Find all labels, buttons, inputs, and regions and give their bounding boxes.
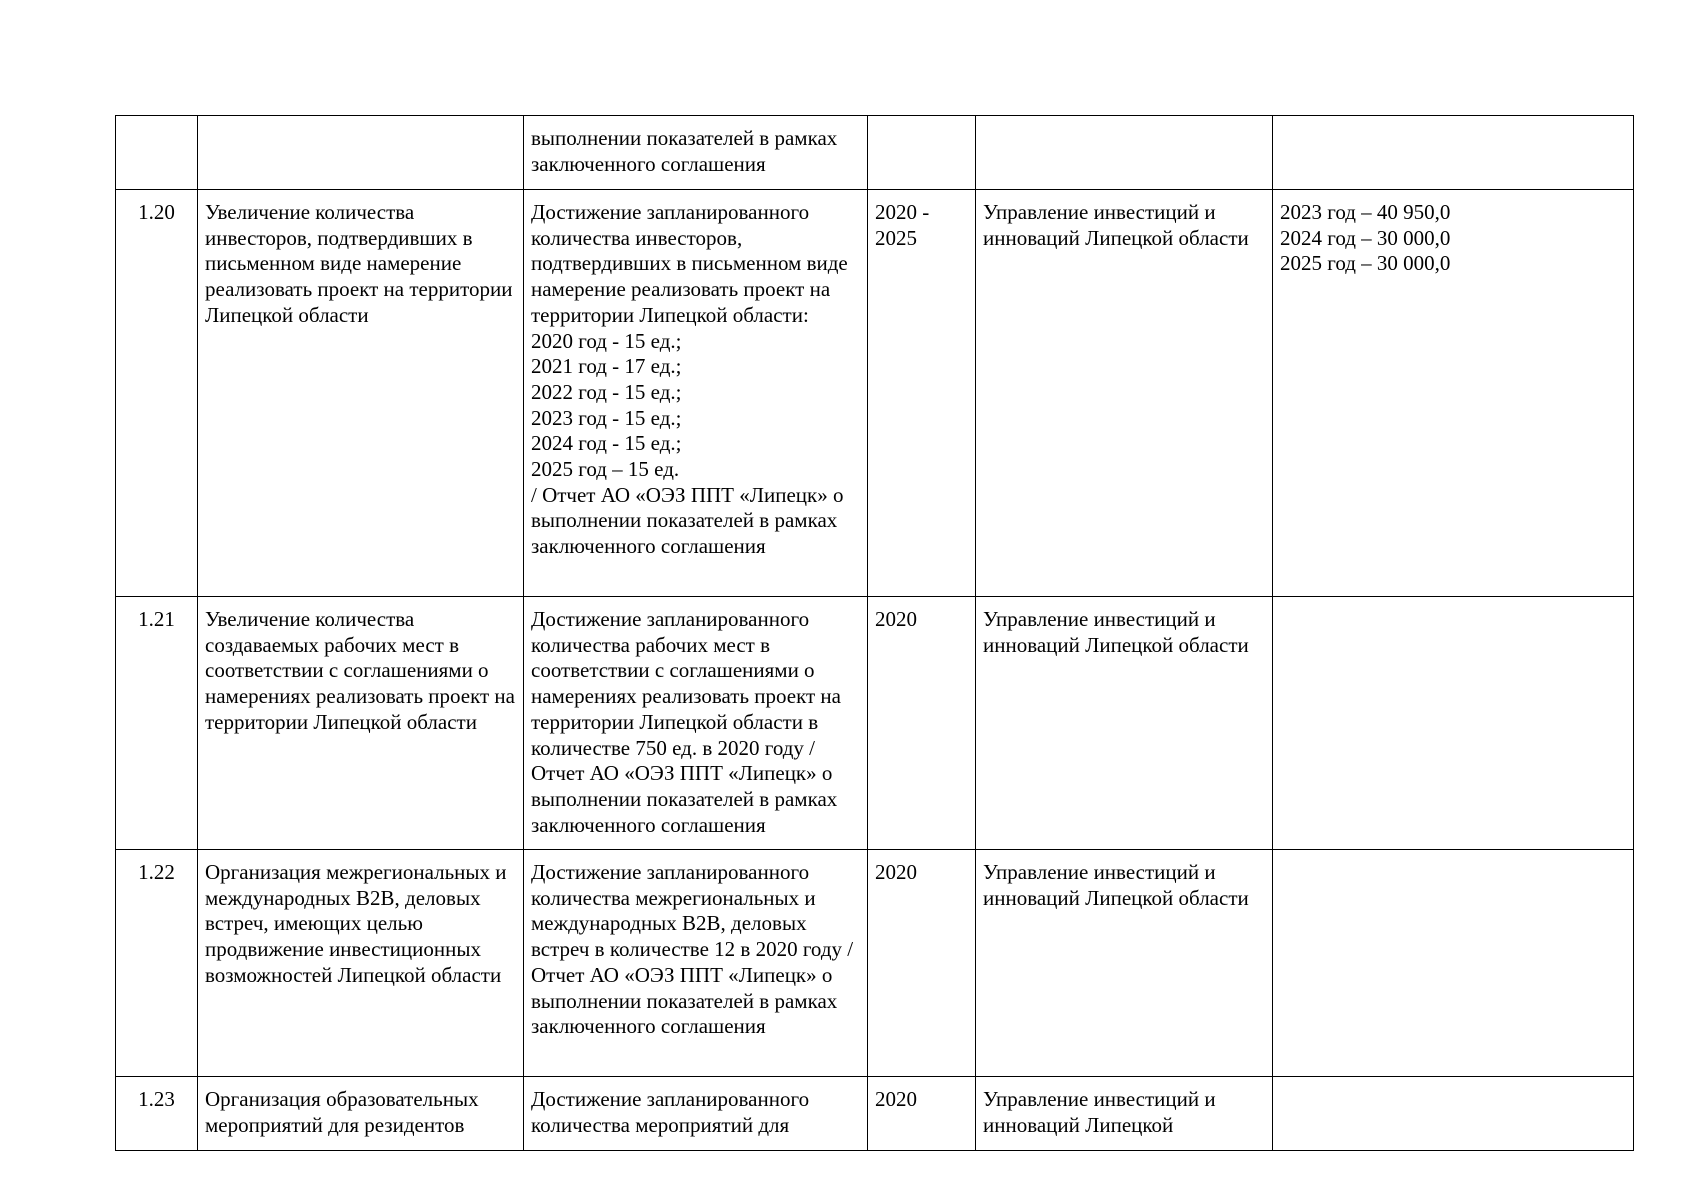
period-cell: 2020 xyxy=(868,597,976,850)
row-number-cell: 1.20 xyxy=(116,190,198,597)
period-cell: 2020 xyxy=(868,850,976,1077)
activity-cell: Увеличение количества инвесторов, подтвердивших в письменном виде намерение реализовать проект на территории Липецкой области xyxy=(198,190,524,597)
result-year-line: 2023 год - 15 ед.; xyxy=(531,405,682,430)
responsible-cell: Управление инвестиций и инноваций Липецкой xyxy=(976,1077,1273,1151)
period-cell xyxy=(868,116,976,190)
activity-cell: Организация межрегиональных и международных B2B, деловых встреч, имеющих целью продвижение инвестиционных возможностей Липецкой области xyxy=(198,850,524,1077)
responsible-cell xyxy=(976,116,1273,190)
activities-table xyxy=(115,115,1634,1151)
responsible-cell: Управление инвестиций и инноваций Липецкой области xyxy=(976,190,1273,597)
responsible-cell: Управление инвестиций и инноваций Липецкой области xyxy=(976,850,1273,1077)
funding-line: 2025 год – 30 000,0 xyxy=(1280,251,1451,276)
row-number-cell: 1.22 xyxy=(116,850,198,1077)
funding-line: 2023 год – 40 950,0 xyxy=(1280,200,1451,224)
row-number-cell xyxy=(116,116,198,190)
result-cell: Достижение запланированного количества рабочих мест в соответствии с соглашениями о намерениях реализовать проект на территории Липецкой области в количестве 750 ед. в 2020 году / Отчет АО «ОЭЗ ППТ «Липецк» о выполнении показателей в рамках заключенного соглашения xyxy=(524,597,868,850)
result-text: Достижение запланированного количества инвесторов, подтвердивших в письменном виде намерение реализовать проект на территории Липецкой области: xyxy=(531,200,848,327)
result-year-line: 2024 год - 15 ед.; xyxy=(531,431,682,456)
result-cell: выполнении показателей в рамках заключенного соглашения xyxy=(524,116,868,190)
result-year-line: 2021 год - 17 ед.; xyxy=(531,354,682,379)
activity-cell: Увеличение количества создаваемых рабочих мест в соответствии с соглашениями о намерениях реализовать проект на территории Липецкой области xyxy=(198,597,524,850)
result-cell: Достижение запланированного количества межрегиональных и международных B2B, деловых встреч в количестве 12 в 2020 году / Отчет АО «ОЭЗ ППТ «Липецк» о выполнении показателей в рамках заключенного соглашения xyxy=(524,850,868,1077)
funding-cell xyxy=(1273,116,1634,190)
result-year-line: 2020 год - 15 ед.; xyxy=(531,328,682,353)
result-year-line: 2022 год - 15 ед.; xyxy=(531,379,682,404)
responsible-cell: Управление инвестиций и инноваций Липецкой области xyxy=(976,597,1273,850)
table-row xyxy=(116,1077,1634,1151)
activity-cell xyxy=(198,116,524,190)
result-report-text: / Отчет АО «ОЭЗ ППТ «Липецк» о выполнении показателей в рамках заключенного соглашения xyxy=(531,482,844,559)
funding-cell xyxy=(1273,850,1634,1077)
row-number-cell: 1.23 xyxy=(116,1077,198,1151)
period-cell: 2020 - 2025 xyxy=(868,190,976,597)
funding-cell xyxy=(1273,1077,1634,1151)
table-row xyxy=(116,850,1634,1077)
funding-cell xyxy=(1273,597,1634,850)
activity-cell: Организация образовательных мероприятий для резидентов xyxy=(198,1077,524,1151)
table-row xyxy=(116,116,1634,190)
result-cell xyxy=(524,190,868,597)
table-row xyxy=(116,597,1634,850)
funding-cell xyxy=(1273,190,1634,597)
funding-line: 2024 год – 30 000,0 xyxy=(1280,225,1451,250)
result-cell: Достижение запланированного количества мероприятий для xyxy=(524,1077,868,1151)
table-row xyxy=(116,190,1634,597)
period-cell: 2020 xyxy=(868,1077,976,1151)
result-year-line: 2025 год – 15 ед. xyxy=(531,457,680,482)
row-number-cell: 1.21 xyxy=(116,597,198,850)
